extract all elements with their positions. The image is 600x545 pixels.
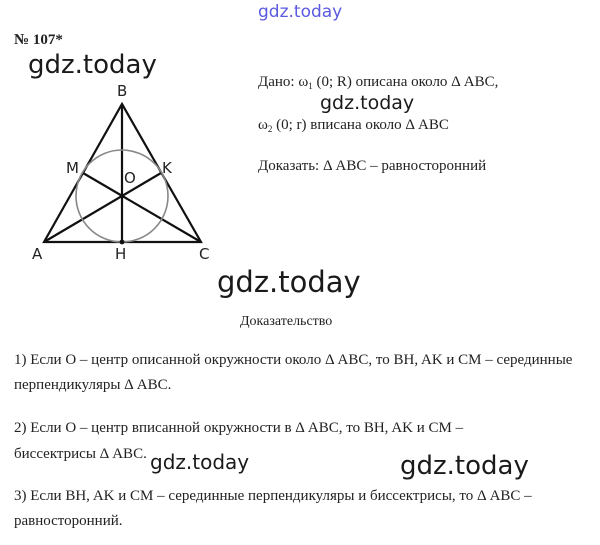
point-h-dot — [120, 240, 125, 245]
triangle-figure — [0, 0, 260, 270]
label-a: A — [32, 245, 43, 263]
label-c: C — [199, 245, 210, 263]
watermark-top: gdz.today — [258, 2, 343, 22]
given-omega2 — [258, 117, 449, 134]
problem-number: № 107* — [14, 32, 63, 48]
watermark-bottom-left: gdz.today — [150, 450, 250, 474]
proof-title: Доказательство — [240, 314, 333, 329]
omega2-symbol: ω — [258, 117, 268, 133]
proof-step-2-line-1: 2) Если O – центр вписанной окружности в Δ ABC, то BH, AK и CM – — [14, 420, 464, 436]
label-o: O — [124, 169, 136, 187]
omega1-text: (0; R) описана около Δ ABC, — [316, 74, 499, 90]
watermark-center: gdz.today — [217, 265, 361, 299]
center-dot — [120, 194, 124, 198]
given-label: Дано: — [258, 74, 295, 90]
watermark-bottom-right: gdz.today — [400, 451, 529, 481]
omega2-subscript: 2 — [267, 124, 273, 134]
label-m: M — [66, 159, 79, 177]
label-h: H — [115, 245, 127, 263]
prove-statement: Доказать: Δ ABC – равносторонний — [258, 158, 487, 174]
proof-step-3: 3) Если BH, AK и CM – серединные перпендикуляры и биссектрисы, то Δ ABC – равносторонний. — [14, 488, 532, 529]
proof-step-1: 1) Если O – центр описанной окружности около Δ ABC, то BH, AK и CM – серединные перпендикуляры Δ ABC. — [14, 352, 573, 393]
omega1-symbol: ω — [298, 74, 309, 90]
omega2-text: (0; r) вписана около Δ ABC — [276, 117, 449, 133]
label-b: B — [117, 82, 128, 100]
watermark-figure: gdz.today — [28, 50, 157, 80]
watermark-given: gdz.today — [320, 92, 415, 114]
omega1-subscript: 1 — [308, 81, 313, 91]
given-omega1 — [258, 74, 498, 91]
proof-step-2-line-2: биссектрисы Δ ABC. — [14, 446, 147, 462]
label-k: K — [162, 159, 172, 177]
